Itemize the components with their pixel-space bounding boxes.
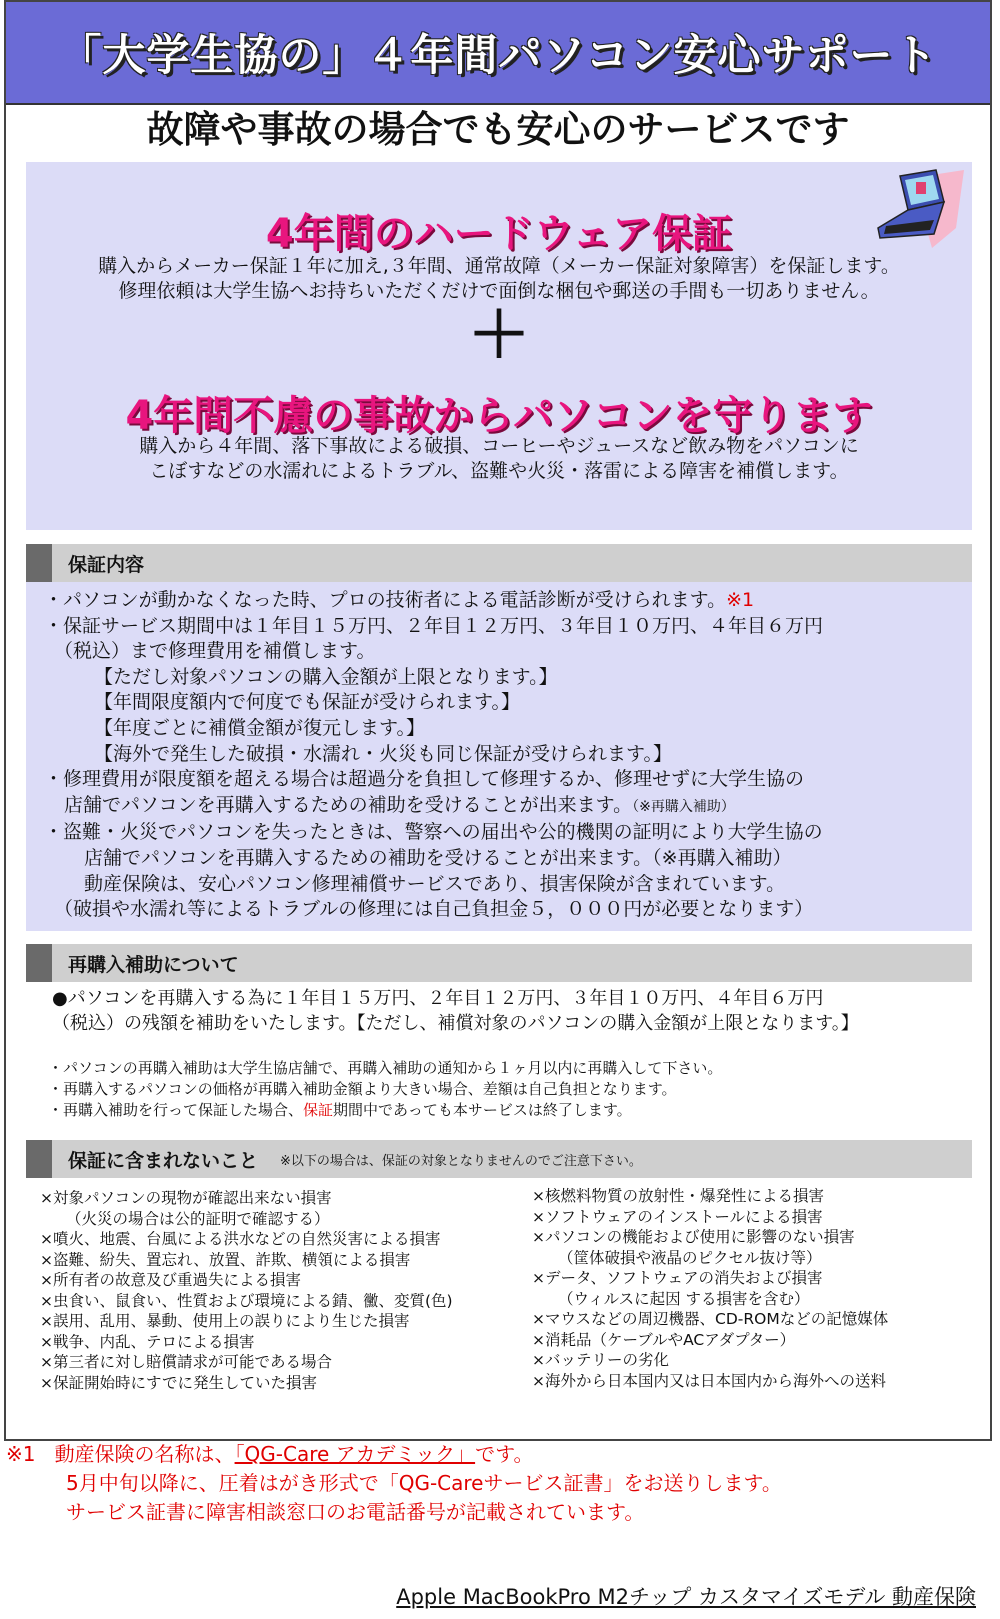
footnote-mark: ※1 <box>6 1442 36 1466</box>
exclusion-item: ×所有者の故意及び重過失による損害 <box>40 1271 301 1289</box>
exclusion-item: ×バッテリーの劣化 <box>532 1351 669 1369</box>
exclusion-item: ×保証開始時にすでに発生していた損害 <box>40 1373 317 1392</box>
footnote <box>6 1440 996 1527</box>
exclusion-item: （筐体破損や液晶のピクセル抜け等） <box>558 1248 822 1267</box>
model-label: Apple MacBookPro M2チップ カスタマイズモデル 動産保険 <box>396 1585 976 1609</box>
exclusions-section-title: 保証に含まれないこと <box>68 1149 259 1172</box>
coverage-line: 動産保険は、安心パソコン修理補償サービスであり、損害保険が含まれています。 <box>84 872 786 895</box>
coverage-line: （税込）まで修理費用を補償します。 <box>54 640 376 663</box>
coverage-line: ・パソコンが動かなくなった時、プロの技術者による電話診断が受けられます。※1 <box>44 589 755 611</box>
accident-protection-heading: 4年間不慮の事故からパソコンを守ります <box>125 393 873 439</box>
coverage-section-title: 保証内容 <box>68 553 145 576</box>
exclusion-item: ×消耗品（ケーブルやACアダプター） <box>532 1330 796 1349</box>
footnote-text: 動産保険の名称は、 <box>54 1442 235 1466</box>
coverage-line: 店舗でパソコンを再購入するための補助を受けることが出来ます。（※再購入補助） <box>84 846 792 869</box>
exclusion-item: ×盗難、紛失、置忘れ、放置、詐欺、横領による損害 <box>40 1250 411 1269</box>
accident-desc-line-2: こぼすなどの水濡れによるトラブル、盗難や火災・落雷による障害を補償します。 <box>149 460 849 482</box>
resale-line: ●パソコンを再購入する為に１年目１５万円、２年目１２万円、３年目１０万円、４年目６万円 <box>52 988 824 1009</box>
coverage-line: ・盗難・火災でパソコンを失ったときは、警察への届出や公的機関の証明により大学生協の <box>44 821 823 844</box>
resale-note: ・パソコンの再購入補助は大学生協店舗で、再購入補助の通知から１ヶ月以内に再購入して下さい。 <box>48 1059 723 1077</box>
coverage-line: ・修理費用が限度額を超える場合は超過分を負担して修理するか、修理せずに大学生協の <box>44 768 805 791</box>
exclusion-item: （ウィルスに起因 する損害を含む） <box>558 1289 810 1308</box>
hardware-warranty-heading: 4年間のハードウェア保証 <box>265 211 733 257</box>
hardware-desc-line-1: 購入からメーカー保証１年に加え,３年間、通常故障（メーカー保証対象障害）を保証します。 <box>98 255 900 277</box>
exclusion-item: ×戦争、内乱、テロによる損害 <box>40 1332 255 1351</box>
exclusion-item: ×データ、ソフトウェアの消失および損害 <box>532 1269 823 1287</box>
accident-protection-description <box>26 434 972 484</box>
exclusion-item: （火災の場合は公的証明で確認する） <box>66 1209 330 1228</box>
hero-panel <box>26 162 972 530</box>
coverage-section-body <box>26 582 972 931</box>
resale-section-header <box>26 944 972 982</box>
resale-line: （税込）の残額を補助をいたします。【ただし、補償対象のパソコンの購入金額が上限となります。】 <box>52 1013 859 1034</box>
exclusions-left-list <box>40 1188 453 1393</box>
exclusion-item: ×核燃料物質の放射性・爆発性による損害 <box>532 1187 824 1205</box>
coverage-line: 【年度ごとに補償金額が復元します。】 <box>94 716 425 739</box>
hardware-warranty-description <box>26 254 972 304</box>
footnote-text: です。 <box>475 1442 534 1466</box>
coverage-line: 店舗でパソコンを再購入するための補助を受けることが出来ます。（※再購入補助） <box>64 793 735 816</box>
coverage-line: 【ただし対象パソコンの購入金額が上限となります。】 <box>94 665 558 688</box>
exclusions-right-list <box>532 1186 888 1391</box>
coverage-line: 【年間限度額内で何度でも保証が受けられます。】 <box>94 691 520 714</box>
exclusion-item: ×海外から日本国内又は日本国内から海外への送料 <box>532 1371 886 1390</box>
exclusion-item: ×噴火、地震、台風による洪水などの自然災害による損害 <box>40 1230 441 1248</box>
footnote-line-2: 5月中旬以降に、圧着はがき形式で「QG-Careサービス証書」をお送りします。 <box>66 1471 782 1495</box>
page-subtitle: 故障や事故の場合でも安心のサービスです <box>146 108 850 151</box>
exclusion-item: ×虫食い、鼠食い、性質および環境による錆、黴、変質(色) <box>40 1291 453 1310</box>
hardware-desc-line-2: 修理依頼は大学生協へお持ちいただくだけで面倒な梱包や郵送の手間も一切ありません。 <box>118 280 880 302</box>
exclusions-note: ※以下の場合は、保証の対象となりませんのでご注意下さい。 <box>280 1153 642 1169</box>
coverage-line: 【海外で発生した破損・水濡れ・火災も同じ保証が受けられます。】 <box>94 742 672 765</box>
exclusion-item: ×第三者に対し賠償請求が可能である場合 <box>40 1353 332 1371</box>
footnote-line-3: サービス証書に障害相談窓口のお電話番号が記載されています。 <box>66 1500 645 1524</box>
product-name-link: 「QG-Care アカデミック」 <box>234 1442 476 1466</box>
flyer-frame <box>4 0 992 1441</box>
plus-sign: ＋ <box>467 298 530 371</box>
section-marker <box>26 944 52 982</box>
page-title: 「大学生協の」４年間パソコン安心サポート <box>58 31 938 81</box>
footnote-line-1 <box>6 1440 996 1469</box>
resale-main-text <box>26 986 972 1036</box>
coverage-line: ・保証サービス期間中は１年目１５万円、２年目１２万円、３年目１０万円、４年目６万円 <box>44 614 824 637</box>
exclusion-item: ×ソフトウェアのインストールによる損害 <box>532 1207 823 1226</box>
exclusions-section-header <box>26 1140 972 1178</box>
section-marker <box>26 544 52 582</box>
exclusion-item: ×マウスなどの周辺機器、CD-ROMなどの記憶媒体 <box>532 1310 889 1328</box>
resale-note: ・再購入するパソコンの価格が再購入補助金額より大きい場合、差額は自己負担となります。 <box>48 1080 677 1098</box>
exclusion-item: ×誤用、乱用、暴動、使用上の誤りにより生じた損害 <box>40 1312 410 1330</box>
resale-section-title: 再購入補助について <box>68 953 239 976</box>
resale-note: ・再購入補助を行って保証した場合、保証期間中であっても本サービスは終了します。 <box>48 1101 632 1119</box>
accident-desc-line-1: 購入から４年間、落下事故による破損、コーヒーやジュースなど飲み物をパソコンに <box>139 435 859 457</box>
title-banner <box>6 2 990 105</box>
section-marker <box>26 1140 52 1178</box>
coverage-line: （破損や水濡れ等によるトラブルの修理には自己負担金５，０００円が必要となります） <box>54 898 814 921</box>
resale-notes <box>26 1058 972 1121</box>
exclusion-item: ×パソコンの機能および使用に影響のない損害 <box>532 1228 855 1246</box>
coverage-section-header <box>26 544 972 582</box>
exclusion-item: ×対象パソコンの現物が確認出来ない損害 <box>40 1189 332 1207</box>
